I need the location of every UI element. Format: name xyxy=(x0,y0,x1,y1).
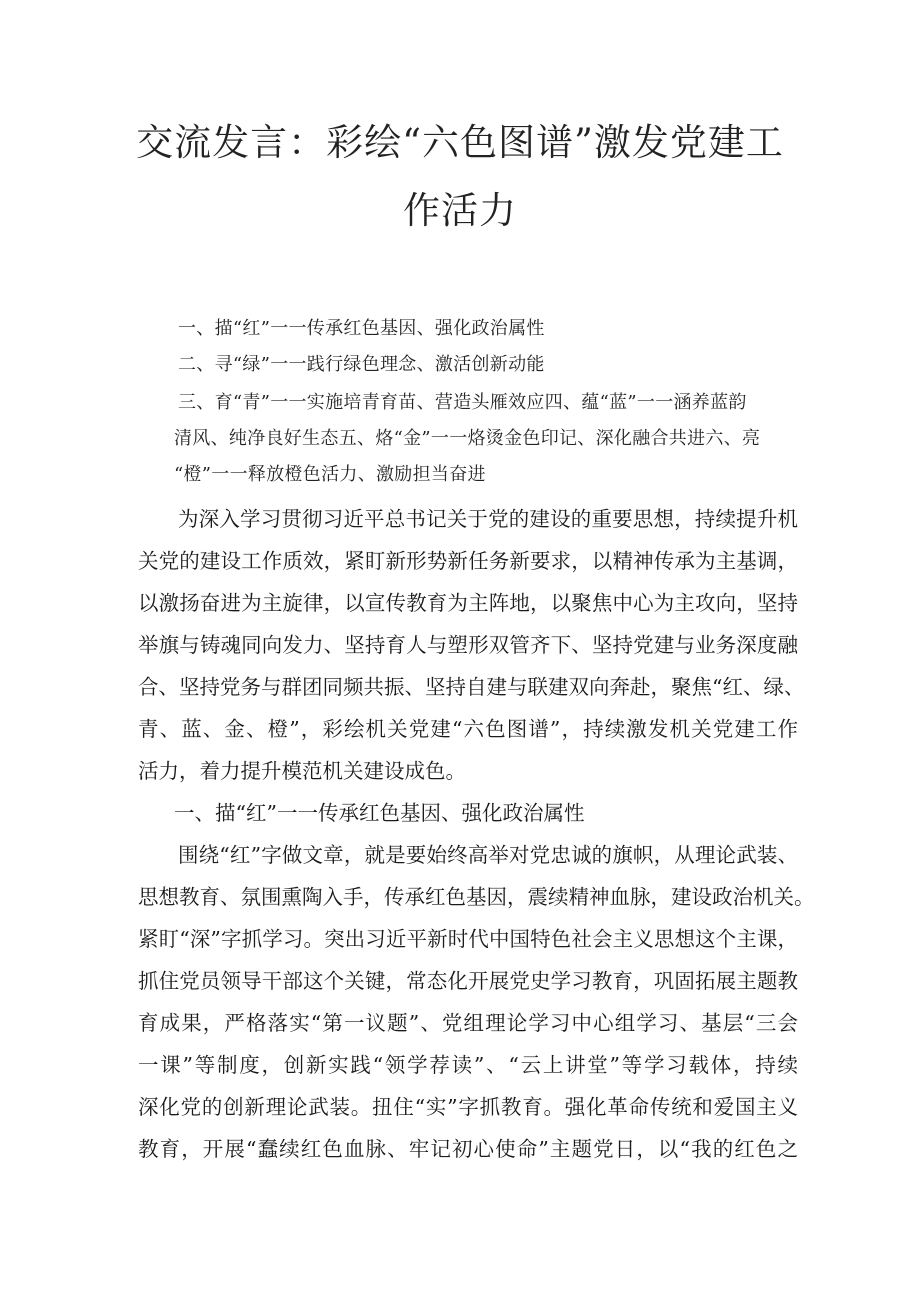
toc-item-3: 三、育“青”一一实施培青育苗、营造头雁效应四、蕴“蓝”一一涵养蓝韵 xyxy=(178,392,747,413)
document-title-line-1: 交流发言：彩绘“六色图谱”激发党建工 xyxy=(136,121,784,164)
toc-item-2: 二、寻“绿”一一践行绿色理念、激活创新动能 xyxy=(178,354,545,375)
section-1-line-3: 紧盯“深”字抓学习。突出习近平新时代中国特色社会主义思想这个主课， xyxy=(138,927,798,951)
intro-line-4: 举旗与铸魂同向发力、坚持育人与塑形双管齐下、坚持党建与业务深度融 xyxy=(138,633,798,657)
section-1-line-4: 抓住党员领导干部这个关键，常态化开展党史学习教育，巩固拓展主题教 xyxy=(138,969,798,993)
section-1-line-8: 教育，开展“蠢续红色血脉、牢记初心使命”主题党日，以“我的红色之 xyxy=(138,1137,798,1161)
document-title-line-2: 作活力 xyxy=(403,189,517,232)
section-1-line-2: 思想教育、氛围熏陶入手，传承红色基因，震续精神血脉，建设政治机关。 xyxy=(138,885,815,909)
section-1-line-7: 深化党的创新理论武装。扭住“实”字抓教育。强化革命传统和爱国主义 xyxy=(138,1095,798,1119)
intro-line-1: 为深入学习贯彻习近平总书记关于党的建设的重要思想，持续提升机 xyxy=(178,507,798,531)
intro-line-6: 青、蓝、金、橙”，彩绘机关党建“六色图谱”，持续激发机关党建工作 xyxy=(138,717,798,741)
section-1-heading: 一、描“红”一一传承红色基因、强化政治属性 xyxy=(174,801,585,825)
toc-item-3-cont: 清风、纯净良好生态五、烙“金”一一烙烫金色印记、深化融合共进六、亮 xyxy=(174,428,761,449)
intro-line-5: 合、坚持党务与群团同频共振、坚持自建与联建双向奔赴，聚焦“红、绿、 xyxy=(138,675,805,699)
section-1-line-1: 围绕“红”字做文章，就是要始终高举对党忠诚的旗帜，从理论武装、 xyxy=(178,843,798,867)
intro-line-7: 活力，着力提升模范机关建设成色。 xyxy=(138,759,466,783)
section-1-line-5: 育成果，严格落实“第一议题”、党组理论学习中心组学习、基层“三会 xyxy=(138,1011,798,1035)
toc-item-3-cont-2: “橙”一一释放橙色活力、激励担当奋进 xyxy=(174,464,486,485)
intro-line-2: 关党的建设工作质效，紧盯新形势新任务新要求，以精神传承为主基调， xyxy=(138,549,798,573)
section-1-line-6: 一课”等制度，创新实践“领学荐读”、“云上讲堂”等学习载体，持续 xyxy=(138,1053,798,1077)
toc-item-1: 一、描“红”一一传承红色基因、强化政治属性 xyxy=(178,318,545,339)
intro-line-3: 以激扬奋进为主旋律，以宣传教育为主阵地，以聚焦中心为主攻向，坚持 xyxy=(138,591,798,615)
